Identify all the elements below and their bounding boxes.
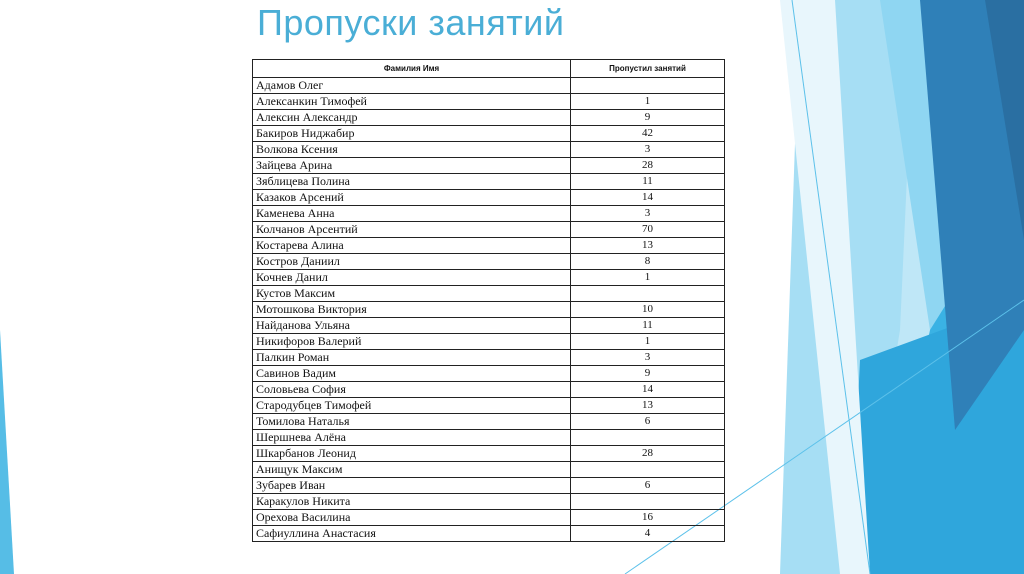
table-row <box>253 302 725 318</box>
student-name: Шкарбанов Леонид <box>253 446 571 462</box>
table-row <box>253 142 725 158</box>
table-row <box>253 126 725 142</box>
slide-title: Пропуски занятий <box>257 2 565 43</box>
table-row <box>253 254 725 270</box>
missed-count: 3 <box>571 206 725 222</box>
table-row <box>253 478 725 494</box>
table-row <box>253 318 725 334</box>
table-row <box>253 462 725 478</box>
missed-count: 10 <box>571 302 725 318</box>
table-row <box>253 190 725 206</box>
missed-count: 16 <box>571 510 725 526</box>
table-row <box>253 174 725 190</box>
student-name: Костров Даниил <box>253 254 571 270</box>
student-name: Костарева Алина <box>253 238 571 254</box>
student-name: Колчанов Арсентий <box>253 222 571 238</box>
missed-count: 8 <box>571 254 725 270</box>
table-row <box>253 286 725 302</box>
student-name: Зайцева Арина <box>253 158 571 174</box>
student-name: Савинов Вадим <box>253 366 571 382</box>
missed-count: 13 <box>571 238 725 254</box>
header-missed: Пропустил занятий <box>571 60 725 78</box>
student-name: Алексанкин Тимофей <box>253 94 571 110</box>
student-name: Анищук Максим <box>253 462 571 478</box>
missed-count: 1 <box>571 334 725 350</box>
table-row <box>253 158 725 174</box>
student-name: Соловьева София <box>253 382 571 398</box>
attendance-table <box>252 59 725 542</box>
student-name: Томилова Наталья <box>253 414 571 430</box>
table-row <box>253 78 725 94</box>
student-name: Сафиуллина Анастасия <box>253 526 571 542</box>
table-row <box>253 430 725 446</box>
missed-count: 6 <box>571 478 725 494</box>
missed-count: 1 <box>571 270 725 286</box>
missed-count <box>571 78 725 94</box>
student-name: Найданова Ульяна <box>253 318 571 334</box>
missed-count: 3 <box>571 142 725 158</box>
missed-count: 13 <box>571 398 725 414</box>
student-name: Стародубцев Тимофей <box>253 398 571 414</box>
missed-count: 28 <box>571 446 725 462</box>
table-row <box>253 510 725 526</box>
table-row <box>253 398 725 414</box>
table-row <box>253 526 725 542</box>
header-name: Фамилия Имя <box>253 60 571 78</box>
missed-count: 42 <box>571 126 725 142</box>
student-name: Мотошкова Виктория <box>253 302 571 318</box>
left-accent-shape <box>0 330 14 574</box>
student-name: Бакиров Ниджабир <box>253 126 571 142</box>
table-row <box>253 334 725 350</box>
table-header-row <box>253 60 725 78</box>
table-row <box>253 238 725 254</box>
missed-count <box>571 494 725 510</box>
missed-count: 6 <box>571 414 725 430</box>
missed-count: 14 <box>571 382 725 398</box>
missed-count: 9 <box>571 110 725 126</box>
student-name: Зубарев Иван <box>253 478 571 494</box>
student-name: Кустов Максим <box>253 286 571 302</box>
student-name: Кочнев Данил <box>253 270 571 286</box>
missed-count: 11 <box>571 318 725 334</box>
table-row <box>253 382 725 398</box>
student-name: Никифоров Валерий <box>253 334 571 350</box>
table-row <box>253 366 725 382</box>
table-row <box>253 446 725 462</box>
student-name: Каменева Анна <box>253 206 571 222</box>
student-name: Алексин Александр <box>253 110 571 126</box>
table-row <box>253 222 725 238</box>
missed-count: 11 <box>571 174 725 190</box>
student-name: Каракулов Никита <box>253 494 571 510</box>
missed-count: 14 <box>571 190 725 206</box>
table-row <box>253 110 725 126</box>
student-name: Казаков Арсений <box>253 190 571 206</box>
missed-count <box>571 286 725 302</box>
missed-count <box>571 430 725 446</box>
student-name: Шершнева Алёна <box>253 430 571 446</box>
table-row <box>253 414 725 430</box>
missed-count <box>571 462 725 478</box>
missed-count: 1 <box>571 94 725 110</box>
student-name: Орехова Василина <box>253 510 571 526</box>
student-name: Палкин Роман <box>253 350 571 366</box>
student-name: Адамов Олег <box>253 78 571 94</box>
missed-count: 9 <box>571 366 725 382</box>
student-name: Волкова Ксения <box>253 142 571 158</box>
table-row <box>253 94 725 110</box>
table-row <box>253 270 725 286</box>
table-row <box>253 206 725 222</box>
table-row <box>253 350 725 366</box>
missed-count: 3 <box>571 350 725 366</box>
table-row <box>253 494 725 510</box>
student-name: Зяблицева Полина <box>253 174 571 190</box>
missed-count: 70 <box>571 222 725 238</box>
missed-count: 4 <box>571 526 725 542</box>
missed-count: 28 <box>571 158 725 174</box>
